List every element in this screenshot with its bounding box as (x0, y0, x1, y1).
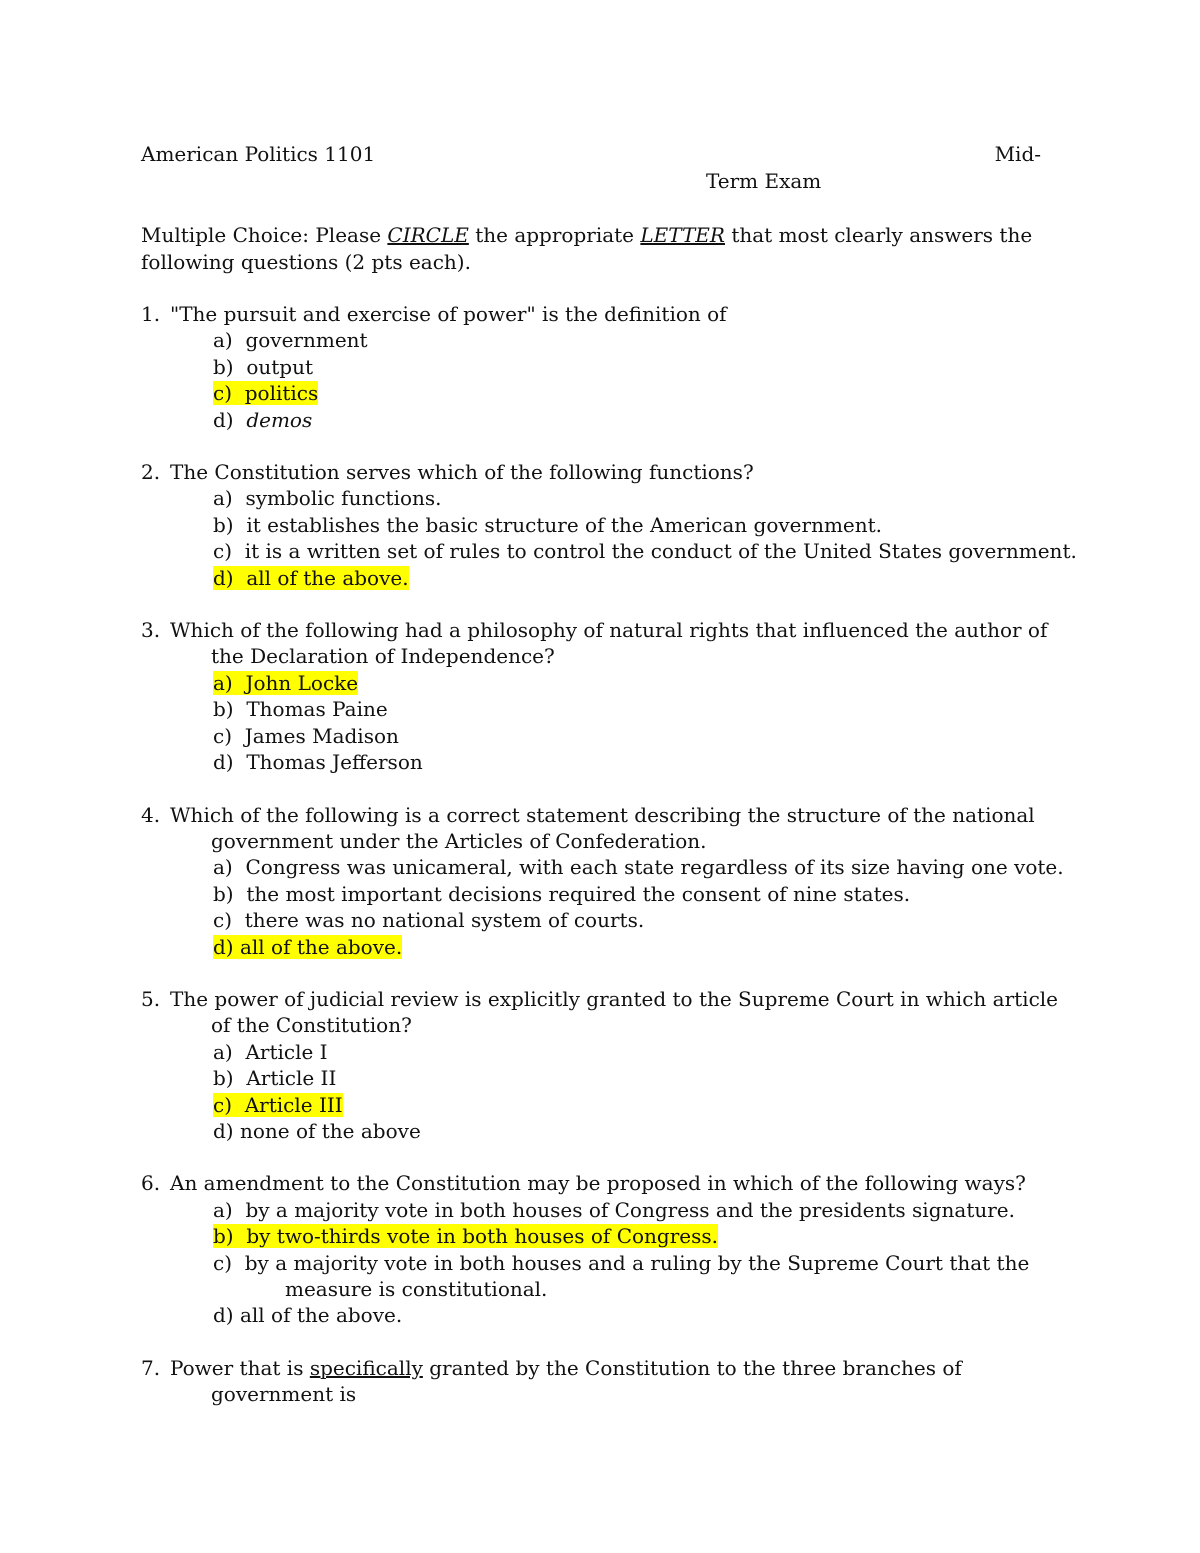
question-3 (141, 617, 1071, 775)
instructions: Multiple Choice: Please CIRCLE the appropriate LETTER that most clearly answers the following questions (2 pts each). (141, 223, 1033, 274)
exam-title-part2: Term Exam (706, 169, 822, 193)
question-7 (141, 1355, 1071, 1408)
exam-title-part1: Mid- (994, 142, 1041, 166)
option-b[interactable]: b) the most important decisions required the consent of nine states. (213, 881, 911, 906)
question-number: 2. (141, 460, 161, 485)
option-a[interactable]: a) symbolic functions. (213, 486, 442, 511)
question-text: Which of the following is a correct statement describing the structure of the national government under the Articles of Confederation. (170, 802, 1035, 853)
question-6 (141, 1170, 1071, 1328)
question-number: 7. (141, 1355, 161, 1380)
letter-emphasis: LETTER (640, 223, 725, 247)
exam-header (141, 142, 1041, 170)
question-number: 6. (141, 1171, 161, 1196)
question-text: The Constitution serves which of the following functions? (170, 460, 754, 485)
option-a[interactable]: a) by a majority vote in both houses of Congress and the presidents signature. (213, 1197, 1015, 1222)
option-b-answer[interactable]: b) by two-thirds vote in both houses of Congress. (213, 1224, 718, 1249)
question-text: Which of the following had a philosophy of natural rights that influenced the author of the Declaration of Independence? (170, 618, 1048, 669)
question-number: 5. (141, 986, 161, 1011)
question-2 (141, 459, 1077, 591)
option-c[interactable]: c) by a majority vote in both houses and a ruling by the Supreme Court that the measure is constitutional. (213, 1250, 1030, 1301)
option-a[interactable]: a) Congress was unicameral, with each state regardless of its size having one vote. (213, 855, 1064, 880)
question-text: "The pursuit and exercise of power" is the definition of (170, 302, 727, 326)
question-number: 4. (141, 802, 161, 827)
circle-emphasis: CIRCLE (387, 223, 469, 247)
question-5 (141, 986, 1071, 1144)
course-title: American Politics 1101 (141, 142, 376, 166)
option-b[interactable]: b) Article II (213, 1066, 337, 1091)
option-d[interactable]: d) Thomas Jefferson (213, 750, 423, 775)
option-c[interactable]: c) it is a written set of rules to control the conduct of the United States government. (213, 539, 1077, 564)
option-a[interactable]: a) government (213, 328, 368, 353)
question-text: An amendment to the Constitution may be proposed in which of the following ways? (170, 1171, 1026, 1196)
option-d[interactable]: d) none of the above (213, 1118, 421, 1143)
option-b[interactable]: b) it establishes the basic structure of the American government. (213, 512, 883, 537)
question-number: 1. (141, 302, 161, 326)
option-c[interactable]: c) there was no national system of courts. (213, 908, 645, 933)
specifically-emphasis: specifically (309, 1355, 423, 1380)
option-c-answer[interactable]: c) politics (213, 381, 319, 406)
option-d[interactable]: d) all of the above. (213, 1303, 403, 1328)
option-b[interactable]: b) Thomas Paine (213, 697, 388, 722)
question-1 (141, 301, 1071, 433)
option-a[interactable]: a) Article I (213, 1039, 328, 1064)
question-text: The power of judicial review is explicitly granted to the Supreme Court in which article of the Constitution? (170, 986, 1058, 1038)
option-d-answer[interactable]: d) all of the above. (213, 934, 403, 959)
question-4 (141, 802, 1071, 960)
option-d[interactable]: d) demos (213, 407, 313, 432)
option-b[interactable]: b) output (213, 354, 314, 379)
question-text: Power that is specifically granted by the Constitution to the three branches of government is (170, 1355, 962, 1407)
question-list (141, 301, 1077, 1434)
question-number: 3. (141, 618, 161, 643)
option-c[interactable]: c) James Madison (213, 723, 399, 748)
option-a-answer[interactable]: a) John Locke (213, 670, 359, 695)
option-c-answer[interactable]: c) Article III (213, 1092, 343, 1117)
option-d-answer[interactable]: d) all of the above. (213, 565, 409, 590)
